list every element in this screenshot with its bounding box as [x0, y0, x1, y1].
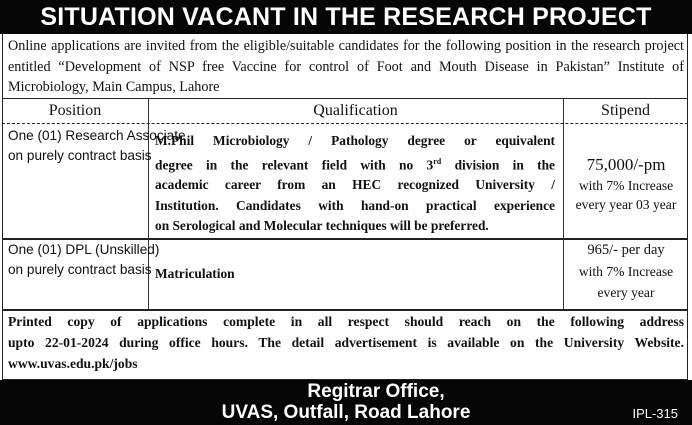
row1-position-line2: on purely contract basis — [8, 148, 152, 163]
row1-position-line1: One (01) Research Associate — [8, 128, 186, 143]
ordinal-suffix: rd — [433, 156, 442, 166]
row1-stipend-amount: 75,000/-pm — [586, 155, 666, 174]
column-header-qualification: Qualification — [313, 102, 398, 119]
footer-address: UVAS, Outfall, Road Lahore — [221, 402, 471, 423]
row1-qual-line1: M.Phil Microbiology / Pathology degree or equivalent — [155, 133, 555, 148]
row1-stipend-period: every year 03 year — [575, 197, 677, 212]
row2-position-line1: One (01) DPL (Unskilled) — [8, 242, 160, 257]
header-divider — [2, 123, 688, 124]
closing-line-1: Printed copy of applications complete in all respect should reach on the following address — [8, 314, 684, 329]
closing-paragraph — [8, 311, 684, 374]
intro-line-1: Online applications are invited from the eligible/suitable candidates for the following position in the research project — [8, 38, 684, 54]
closing-line-2: upto 22-01-2024 during office hours. The detail advertisement is available on the University Website. — [8, 335, 684, 350]
row2-position — [8, 240, 159, 280]
row1-qual-line4: Institution. Candidates with hand-on practical experience — [155, 197, 555, 213]
row2-position-line2: on purely contract basis — [8, 262, 152, 277]
row1-stipend-increase: with 7% Increase — [578, 178, 674, 193]
row2-stipend — [564, 240, 688, 303]
row1-qual-line2b: division in the — [441, 156, 556, 172]
footer-office: Regitrar Office, — [307, 381, 445, 402]
row1-qual-line5: on Serological and Molecular techniques will be preferred. — [155, 218, 489, 234]
row2-stipend-amount: 965/- per day — [587, 242, 665, 258]
website-link[interactable]: www.uvas.edu.pk/jobs — [8, 356, 138, 371]
row2-qualification — [155, 264, 555, 285]
ad-reference-code: IPL-315 — [632, 406, 678, 421]
row1-stipend — [564, 154, 688, 214]
intro-line-2: entitled “Development of NSP free Vaccine for control of Foot and Mouth Disease in Pakistan” Institute of — [8, 58, 684, 75]
row1-qual-line3: academic career from an HEC recognized University / — [155, 177, 555, 193]
column-header-stipend: Stipend — [601, 102, 650, 119]
row1-qual-line2 — [155, 152, 555, 176]
row2-stipend-increase: with 7% Increase — [578, 264, 674, 279]
row2-qual-line1: Matriculation — [155, 266, 235, 281]
ad-title: SITUATION VACANT IN THE RESEARCH PROJECT — [40, 3, 652, 31]
row1-qualification — [155, 131, 555, 237]
row2-stipend-period: every year — [597, 285, 655, 300]
footer-banner — [0, 380, 692, 425]
intro-paragraph — [8, 36, 684, 98]
column-header-position: Position — [48, 102, 102, 119]
ad-title-banner — [0, 0, 692, 34]
row1-qual-line2a: degree in the relevant field with no 3 — [155, 156, 434, 172]
intro-line-3: Microbiology, Main Campus, Lahore — [8, 79, 220, 95]
